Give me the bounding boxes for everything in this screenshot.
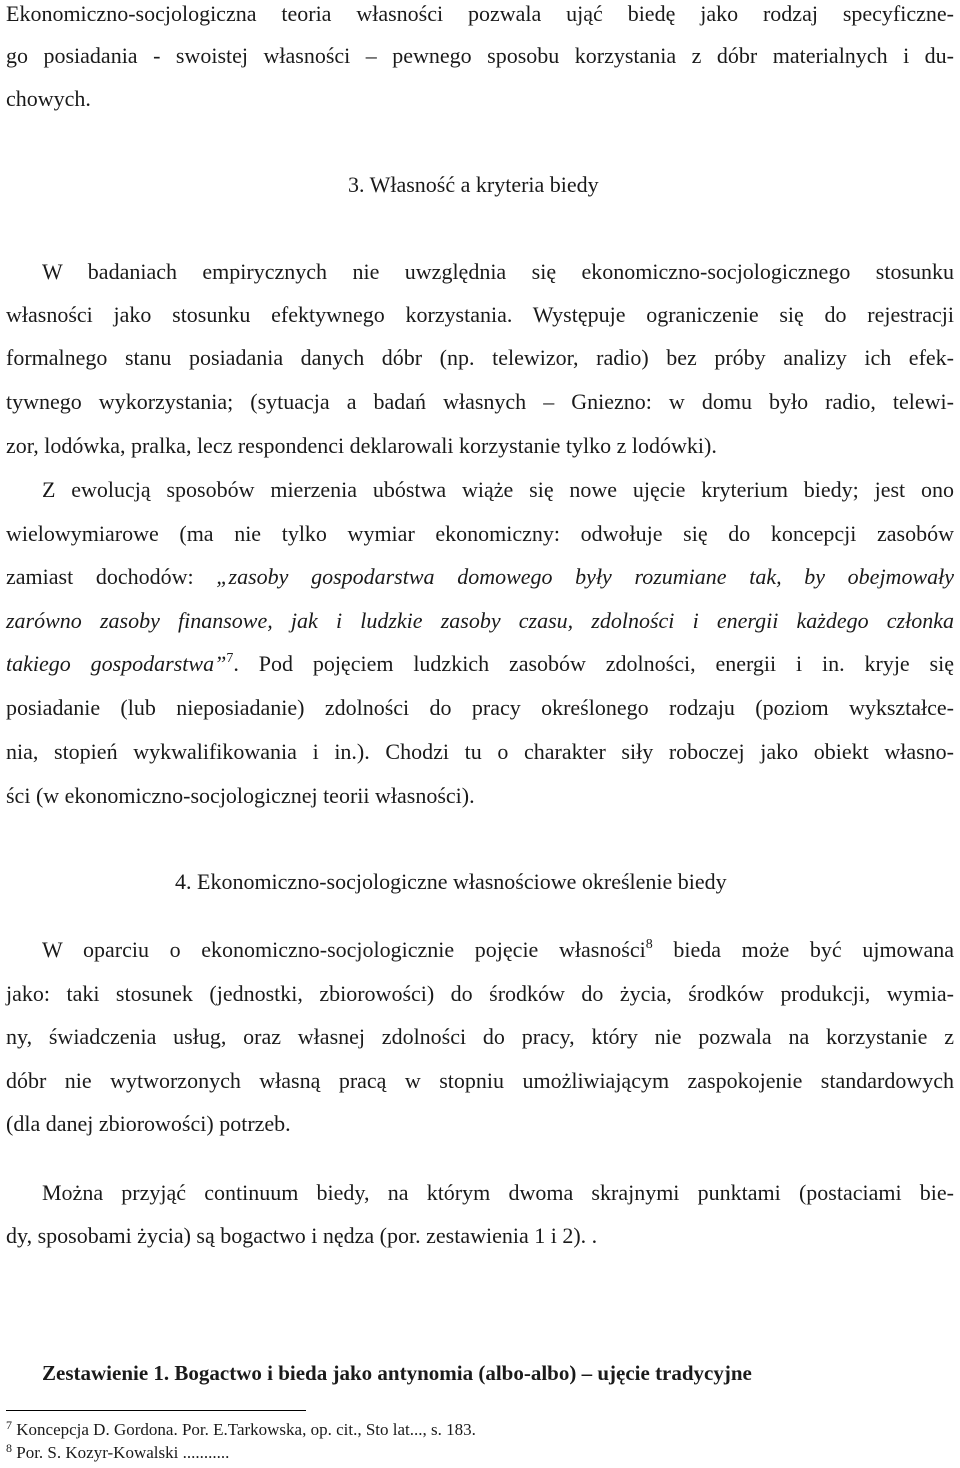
section-4-line-1b: bieda może być ujmowana — [652, 937, 954, 962]
footnote-8 — [6, 1441, 230, 1462]
intro-line-2: go posiadania - swoistej własności – pewnego sposobu korzystania z dóbr materialnych i du- — [6, 43, 954, 68]
section-3-line-2: własności jako stosunku efektywnego korzystania. Występuje ograniczenie się do rejestracji — [6, 302, 954, 327]
section-3-line-11: posiadanie (lub nieposiadanie) zdolności do pracy określonego rodzaju (poziom wykształce- — [6, 695, 954, 720]
section-3-line-1: W badaniach empirycznych nie uwzględnia się ekonomiczno-socjologicznego stosunku — [42, 259, 954, 284]
section-4-para2-line-1: Można przyjąć continuum biedy, na którym dwoma skrajnymi punktami (postaciami bie- — [42, 1180, 954, 1205]
table-caption — [42, 1361, 752, 1386]
section-4-heading: 4. Ekonomiczno-socjologiczne własnościowe określenie biedy — [175, 869, 727, 894]
footnote-8-number: 8 — [6, 1441, 12, 1455]
footnote-separator — [6, 1410, 306, 1411]
section-3-line-8 — [6, 566, 954, 588]
section-3-line-5: zor, lodówka, pralka, lecz respondenci deklarowali korzystanie tylko z lodówki). — [6, 433, 717, 458]
section-4-line-3: ny, świadczenia usług, oraz własnej zdolności do pracy, który nie pozwala na korzystanie z — [6, 1024, 954, 1049]
section-3-line-13: ści (w ekonomiczno-socjologicznej teorii własności). — [6, 783, 475, 808]
section-4-line-1 — [42, 939, 954, 961]
section-4-line-1a: W oparciu o ekonomiczno-socjologicznie pojęcie własności — [42, 937, 646, 962]
section-3-line-6: Z ewolucją sposobów mierzenia ubóstwa wiąże się nowe ujęcie kryterium biedy; jest ono — [42, 477, 954, 502]
section-3-line-4: tywnego wykorzystania; (sytuacja a badań własnych – Gniezno: w domu było radio, telewi- — [6, 389, 954, 414]
footnote-ref-7: 7 — [226, 651, 234, 666]
footnote-ref-8: 8 — [645, 937, 653, 952]
footnote-8-text: Por. S. Kozyr-Kowalski ........... — [12, 1443, 230, 1462]
section-3-heading: 3. Własność a kryteria biedy — [348, 172, 599, 197]
quote-line-2: zarówno zasoby finansowe, jak i ludzkie zasoby czasu, zdolności i energii każdego członka — [6, 608, 954, 633]
footnote-7-text: Koncepcja D. Gordona. Por. E.Tarkowska, op. cit., Sto lat..., s. 183. — [12, 1420, 476, 1439]
section-4-para2-line-2: dy, sposobami życia) są bogactwo i nędza (por. zestawienia 1 i 2). . — [6, 1223, 598, 1248]
section-4-line-2: jako: taki stosunek (jednostki, zbiorowości) do środków do życia, środków produkcji, wymia- — [6, 981, 954, 1006]
section-4-line-5: (dla danej zbiorowości) potrzeb. — [6, 1111, 291, 1136]
intro-line-1: Ekonomiczno-socjologiczna teoria własności pozwala ująć biedę jako rodzaj specyficzne- — [6, 1, 954, 26]
quote-part-1: „zasoby gospodarstwa domowego były rozumiane tak, by obejmowały — [216, 564, 954, 589]
section-3-line-12: nia, stopień wykwalifikowania i in.). Chodzi tu o charakter siły roboczej jako obiekt własno- — [6, 739, 954, 764]
footnote-7 — [6, 1418, 476, 1439]
after-quote: . Pod pojęciem ludzkich zasobów zdolności, energii i in. kryje się — [233, 651, 954, 676]
caption-text: Bogactwo i bieda jako antynomia (albo-albo) – ujęcie tradycyjne — [169, 1361, 752, 1385]
intro-line-3: chowych. — [6, 86, 91, 111]
section-4-line-4: dóbr nie wytworzonych własną pracą w stopniu umożliwiającym zaspokojenie standardowych — [6, 1068, 954, 1093]
quote-part-3: takiego gospodarstwa” — [6, 651, 227, 676]
section-3-line-7: wielowymiarowe (ma nie tylko wymiar ekonomiczny: odwołuje się do koncepcji zasobów — [6, 521, 954, 546]
section-3-line-3: formalnego stanu posiadania danych dóbr (np. telewizor, radio) bez próby analizy ich efek- — [6, 345, 954, 370]
section-3-line-10 — [6, 653, 954, 675]
zamiast-prefix: zamiast dochodów: — [6, 564, 217, 589]
footnote-7-number: 7 — [6, 1418, 12, 1432]
caption-label: Zestawienie 1. — [42, 1361, 170, 1385]
